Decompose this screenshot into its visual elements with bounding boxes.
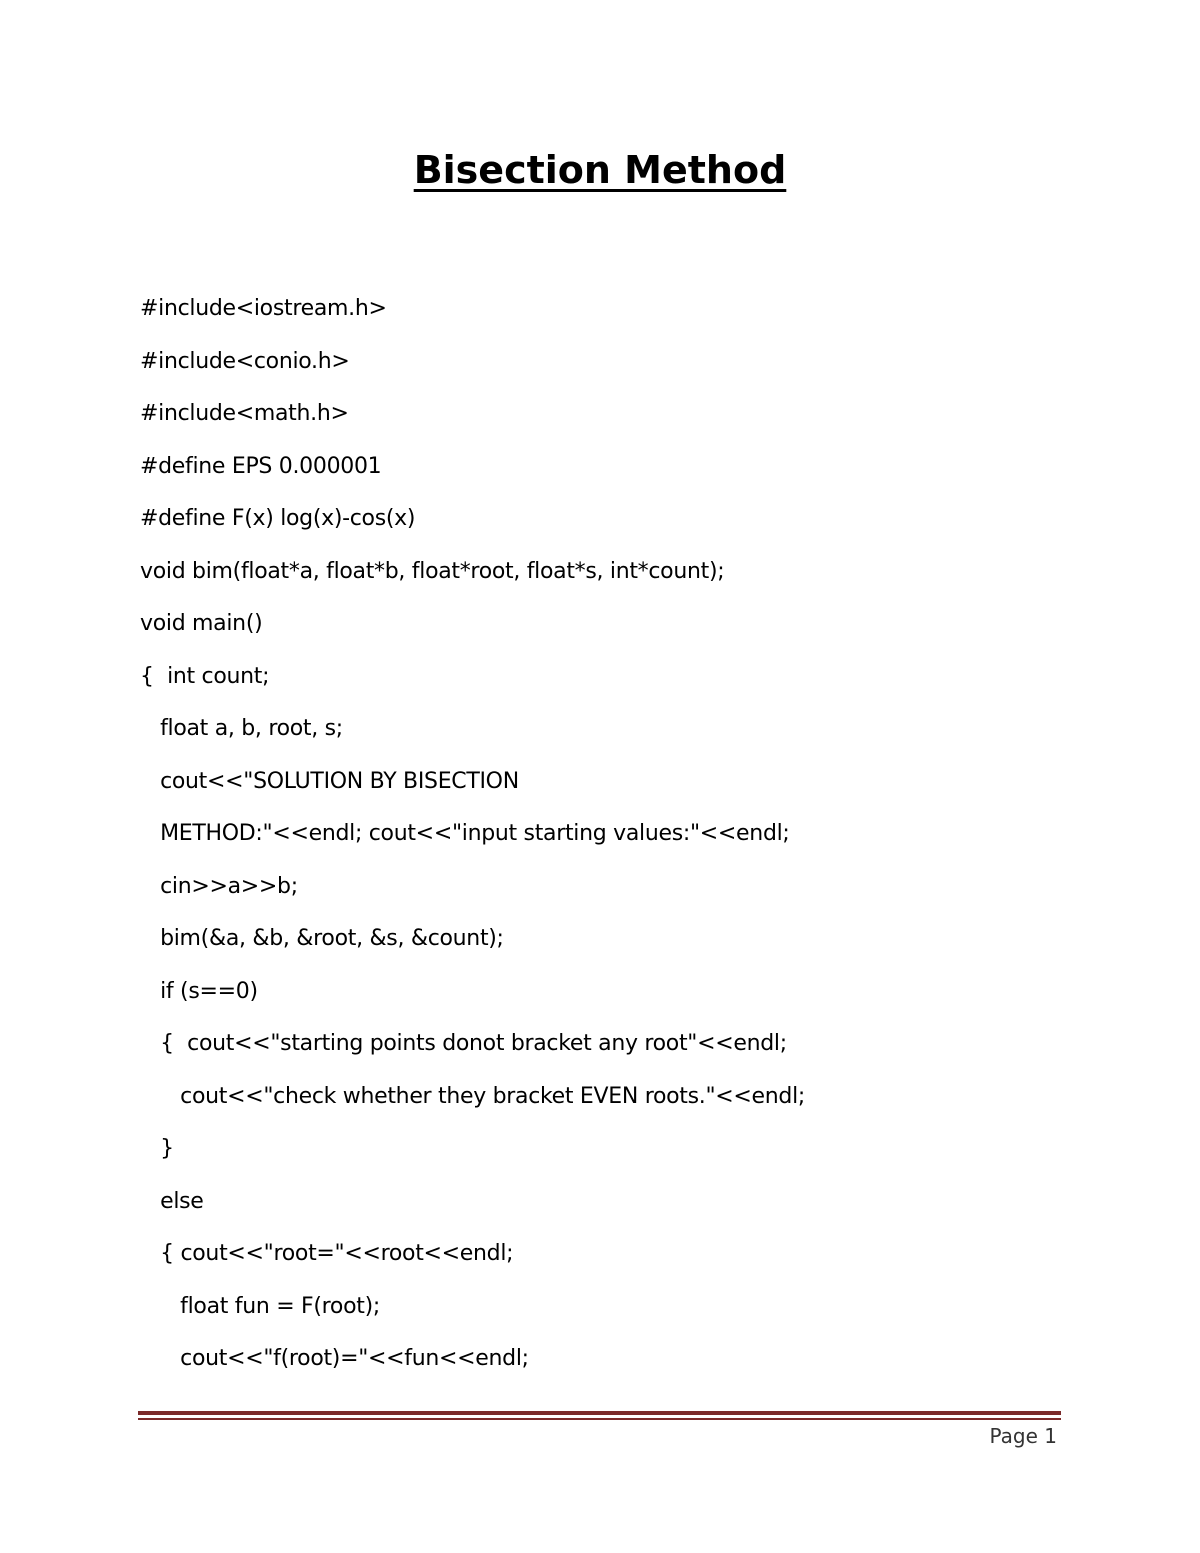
code-line: } bbox=[140, 1136, 174, 1161]
document-title bbox=[0, 146, 1200, 194]
code-line: { cout<<"root="<<root<<endl; bbox=[140, 1241, 514, 1266]
code-line: float fun = F(root); bbox=[140, 1293, 380, 1319]
code-line: { int count; bbox=[140, 663, 270, 689]
code-listing bbox=[140, 287, 805, 1390]
code-line: #include<iostream.h> bbox=[140, 296, 387, 321]
code-line: { cout<<"starting points donot bracket any root"<<endl; bbox=[140, 1031, 787, 1056]
code-line: cout<<"check whether they bracket EVEN roots."<<endl; bbox=[140, 1083, 806, 1109]
footer-divider bbox=[138, 1411, 1061, 1415]
page-number: Page 1 bbox=[989, 1424, 1057, 1448]
code-line: else bbox=[140, 1188, 204, 1214]
code-line: #define EPS 0.000001 bbox=[140, 453, 382, 479]
code-line: #define F(x) log(x)-cos(x) bbox=[140, 506, 416, 531]
code-line: bim(&a, &b, &root, &s, &count); bbox=[140, 926, 504, 951]
code-line: void bim(float*a, float*b, float*root, float*s, int*count); bbox=[140, 558, 725, 584]
code-line: float a, b, root, s; bbox=[140, 716, 343, 741]
code-line: cout<<"SOLUTION BY BISECTION bbox=[140, 768, 519, 794]
document-title-text: Bisection Method bbox=[413, 148, 787, 192]
code-line: #include<math.h> bbox=[140, 401, 349, 426]
code-line: cout<<"f(root)="<<fun<<endl; bbox=[140, 1346, 529, 1371]
code-line: METHOD:"<<endl; cout<<"input starting values:"<<endl; bbox=[140, 821, 790, 846]
footer-divider-thin bbox=[138, 1418, 1061, 1420]
code-line: if (s==0) bbox=[140, 978, 258, 1004]
code-line: void main() bbox=[140, 611, 263, 636]
code-line: cin>>a>>b; bbox=[140, 873, 298, 899]
code-line: #include<conio.h> bbox=[140, 348, 350, 374]
